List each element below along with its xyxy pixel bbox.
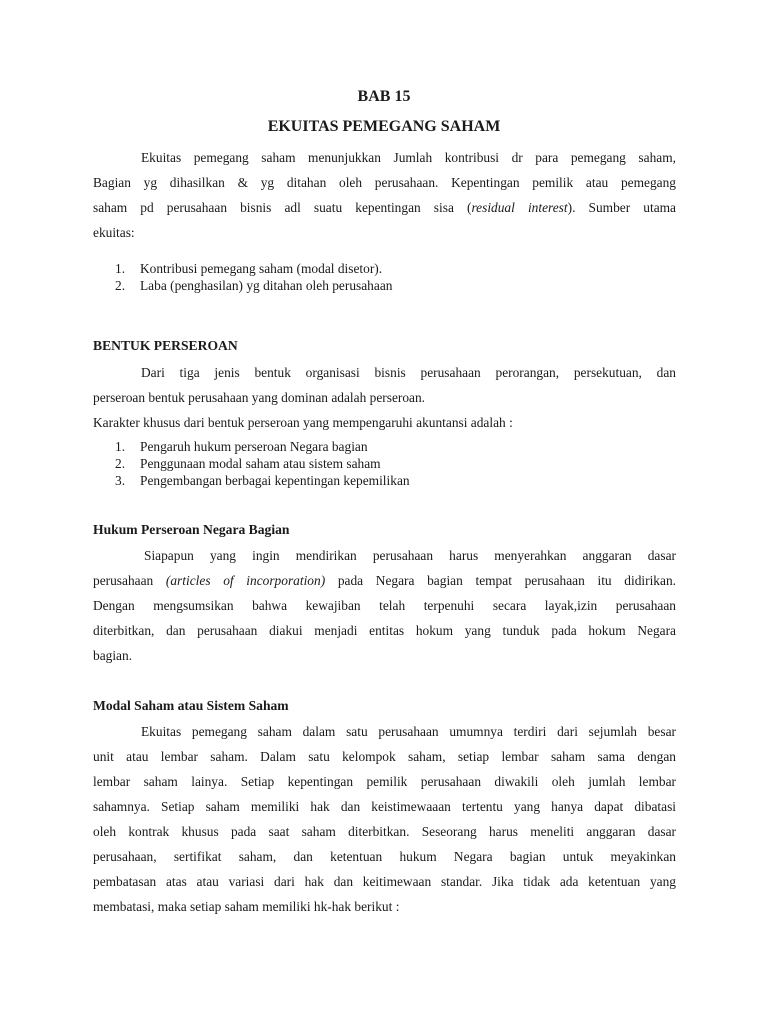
modal-line: perusahaan, sertifikat saham, dan ketentuan hukum Negara bagian untuk meyakinkan [93, 849, 676, 864]
hukum-paragraph [93, 543, 676, 668]
intro-italic-term: residual interest [471, 200, 568, 215]
modal-line: oleh kontrak khusus pada saat saham diterbitkan. Seseorang harus meneliti anggaran dasar [93, 824, 676, 839]
section-heading-modal: Modal Saham atau Sistem Saham [93, 698, 289, 713]
bentuk-line-2: perseroan bentuk perusahaan yang dominan adalah perseroan. [93, 390, 426, 405]
list-item: 2. Laba (penghasilan) yg ditahan oleh perusahaan [115, 278, 393, 293]
modal-line: pembatasan atas atau variasi dari hak dan keitimewaan standar. Jika tidak ada ketentuan yang [93, 874, 676, 889]
intro-line-3-text: saham pd perusahaan bisnis adl suatu kepentingan sisa ( [93, 200, 472, 215]
modal-line: Ekuitas pemegang saham dalam satu perusahaan umumnya terdiri dari sejumlah besar [141, 724, 676, 739]
list-item: 1. Kontribusi pemegang saham (modal disetor). [115, 261, 383, 276]
chapter-number: BAB 15 [357, 88, 411, 105]
section-heading-bentuk: BENTUK PERSEROAN [93, 338, 238, 353]
bentuk-line-3: Karakter khusus dari bentuk perseroan yang mempengaruhi akuntansi adalah : [93, 415, 513, 430]
intro-line-2: Bagian yg dihasilkan & yg ditahan oleh perusahaan. Kepentingan pemilik atau pemegang [93, 175, 676, 190]
intro-paragraph [93, 145, 676, 245]
intro-line-4: ekuitas: [93, 225, 135, 240]
section-heading-hukum: Hukum Perseroan Negara Bagian [93, 522, 290, 537]
hukum-line-5: bagian. [93, 648, 133, 663]
modal-line: sahamnya. Setiap saham memiliki hak dan keistimewaaan tertentu yang hanya dapat dibatasi [93, 799, 676, 814]
hukum-line-2 [93, 568, 676, 593]
hukum-line-2-tail: pada Negara bagian tempat perusahaan itu didirikan. [325, 573, 676, 588]
intro-list [93, 260, 392, 294]
bentuk-line-1: Dari tiga jenis bentuk organisasi bisnis perusahaan perorangan, persekutuan, dan [141, 365, 676, 380]
list-item: 3. Pengembangan berbagai kepentingan kepemilikan [115, 473, 410, 488]
bentuk-paragraph [93, 360, 676, 435]
intro-line-3-tail: ). Sumber utama [567, 200, 676, 215]
intro-line-3 [93, 195, 676, 220]
chapter-title: EKUITAS PEMEGANG SAHAM [267, 118, 501, 135]
hukum-line-2-text: perusahaan [93, 573, 166, 588]
intro-line-1: Ekuitas pemegang saham menunjukkan Jumlah kontribusi dr para pemegang saham, [141, 150, 676, 165]
modal-line: lembar saham lainya. Setiap kepentingan pemilik perusahaan diwakili oleh jumlah lembar [93, 774, 676, 789]
hukum-italic-term: (articles of incorporation) [165, 573, 326, 588]
modal-line: unit atau lembar saham. Dalam satu kelompok saham, setiap lembar saham sama dengan [93, 749, 676, 764]
list-item: 2. Penggunaan modal saham atau sistem saham [115, 456, 381, 471]
modal-line: membatasi, maka setiap saham memiliki hk-hak berikut : [93, 899, 400, 914]
hukum-line-4: diterbitkan, dan perusahaan diakui menjadi entitas hokum yang tunduk pada hokum Negara [93, 623, 676, 638]
hukum-line-1: Siapapun yang ingin mendirikan perusahaan harus menyerahkan anggaran dasar [144, 548, 676, 563]
list-item: 1. Pengaruh hukum perseroan Negara bagian [115, 439, 368, 454]
hukum-line-3: Dengan mengsumsikan bahwa kewajiban telah terpenuhi secara layak,izin perusahaan [93, 598, 676, 613]
modal-paragraph [93, 719, 676, 919]
bentuk-list [93, 438, 410, 489]
